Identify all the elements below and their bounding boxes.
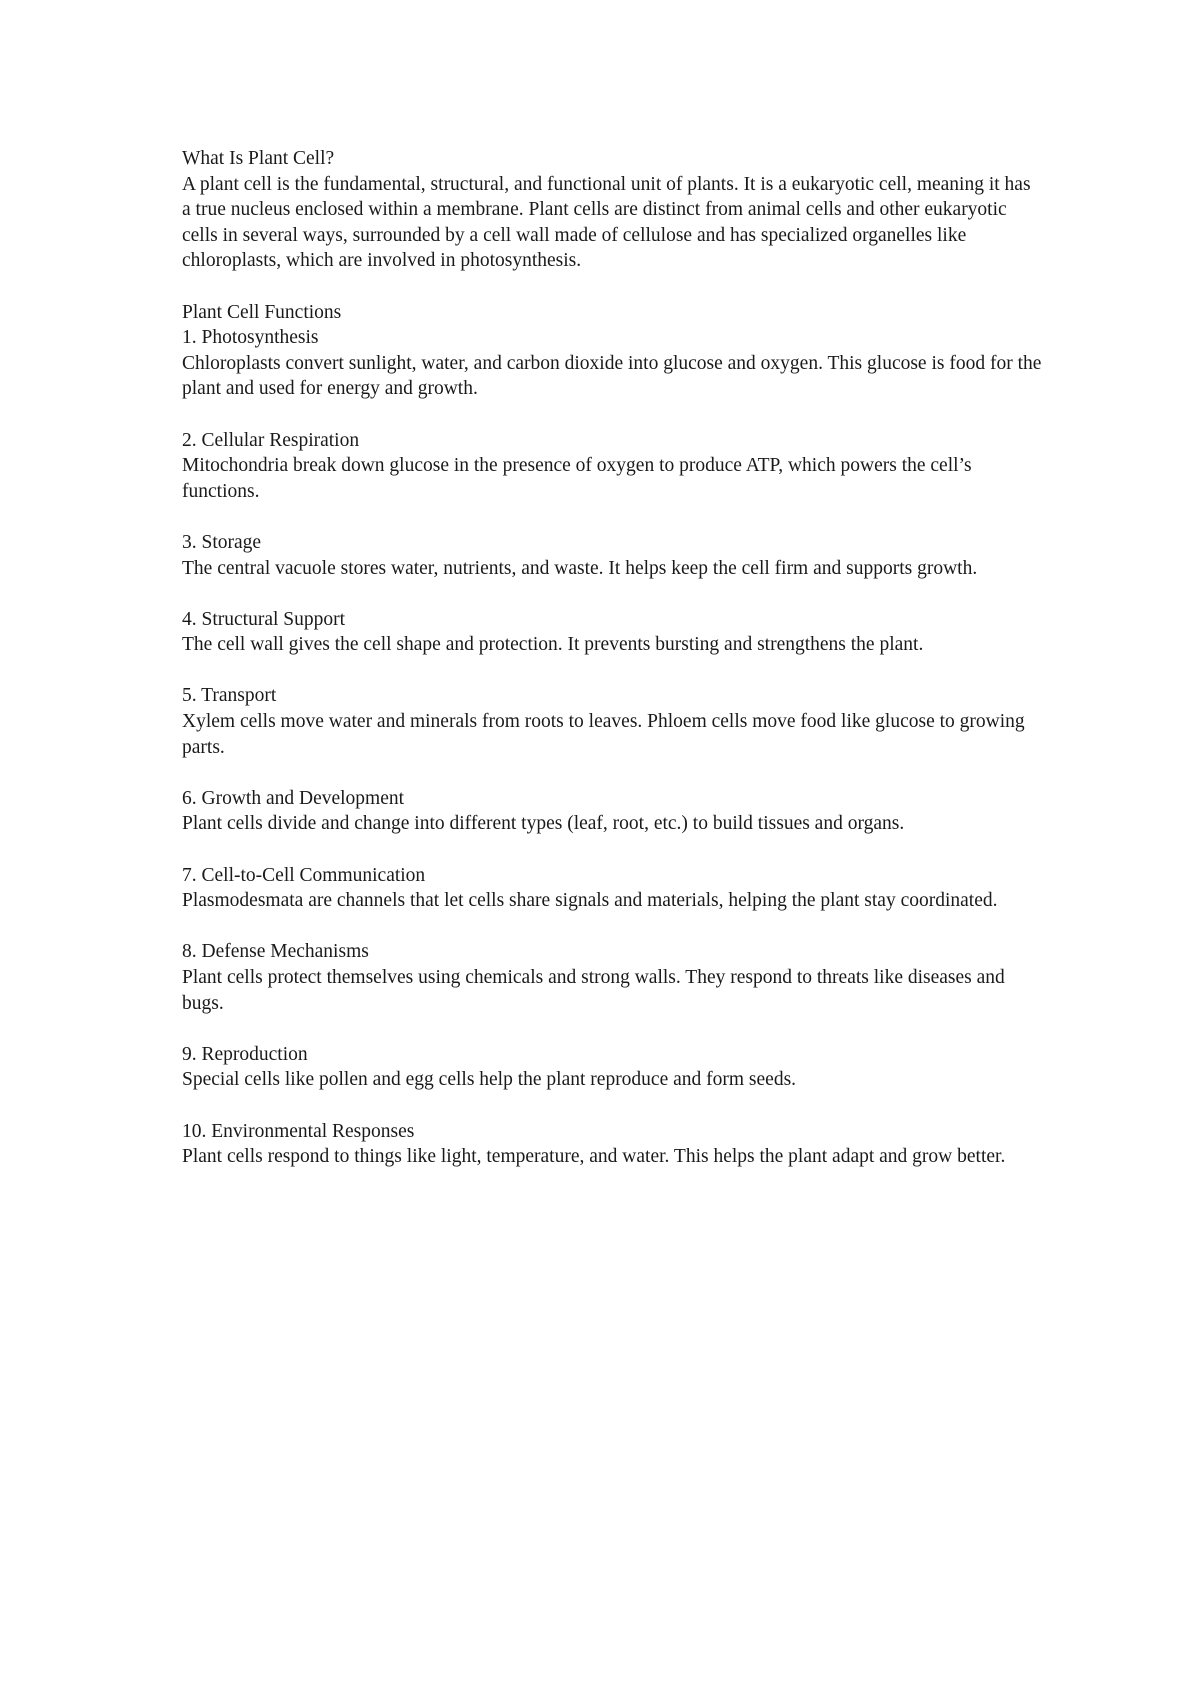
function-heading: 7. Cell-to-Cell Communication: [182, 864, 426, 886]
function-body: Chloroplasts convert sunlight, water, and carbon dioxide into glucose and oxygen. This glucose is food for the plant and used for energy and growth.: [182, 352, 1042, 400]
document-title: What Is Plant Cell?: [182, 148, 335, 169]
function-heading: 10. Environmental Responses: [182, 1120, 415, 1142]
function-item-growth-development: [182, 786, 1042, 837]
function-heading: 3. Storage: [182, 531, 262, 553]
intro-paragraph: A plant cell is the fundamental, structural, and functional unit of plants. It is a eukaryotic cell, meaning it has a true nucleus enclosed within a membrane. Plant cells are distinct from animal cells and other eukaryotic cells in several ways, surrounded by a cell wall made of cellulose and has specialized organelles like chloroplasts, which are involved in photosynthesis.: [182, 173, 1031, 272]
function-body: Plant cells respond to things like light, temperature, and water. This helps the plant adapt and grow better.: [182, 1146, 1006, 1168]
function-heading: 2. Cellular Respiration: [182, 429, 360, 451]
function-body: The central vacuole stores water, nutrients, and waste. It helps keep the cell firm and supports growth.: [182, 557, 978, 579]
function-heading: 8. Defense Mechanisms: [182, 941, 369, 963]
function-item-transport: [182, 683, 1042, 760]
function-heading: 5. Transport: [182, 685, 277, 707]
function-heading: 1. Photosynthesis: [182, 327, 319, 349]
intro-block: [182, 146, 1042, 274]
function-item-storage: [182, 530, 1042, 581]
function-item-environmental-responses: [182, 1119, 1042, 1170]
function-item-cellular-respiration: [182, 428, 1042, 505]
function-body: Plant cells protect themselves using chemicals and strong walls. They respond to threats like diseases and bugs.: [182, 967, 1005, 1014]
document-page: [182, 146, 1042, 1195]
function-body: Special cells like pollen and egg cells help the plant reproduce and form seeds.: [182, 1069, 797, 1091]
function-body: Mitochondria break down glucose in the presence of oxygen to produce ATP, which powers the cell’s functions.: [182, 455, 972, 502]
function-heading: 6. Growth and Development: [182, 787, 405, 809]
function-item-communication: [182, 863, 1042, 914]
function-heading: 9. Reproduction: [182, 1043, 308, 1065]
function-item-reproduction: [182, 1042, 1042, 1093]
function-body: Plasmodesmata are channels that let cells share signals and materials, helping the plant stay coordinated.: [182, 890, 998, 912]
section-heading: Plant Cell Functions: [182, 301, 342, 323]
function-item-photosynthesis: [182, 325, 1042, 402]
function-list: [182, 325, 1042, 1170]
function-body: The cell wall gives the cell shape and protection. It prevents bursting and strengthens the plant.: [182, 634, 924, 656]
function-body: Xylem cells move water and minerals from roots to leaves. Phloem cells move food like glucose to growing parts.: [182, 711, 1025, 758]
function-item-structural-support: [182, 607, 1042, 658]
function-heading: 4. Structural Support: [182, 608, 346, 630]
function-body: Plant cells divide and change into different types (leaf, root, etc.) to build tissues and organs.: [182, 813, 905, 835]
function-item-defense: [182, 939, 1042, 1016]
